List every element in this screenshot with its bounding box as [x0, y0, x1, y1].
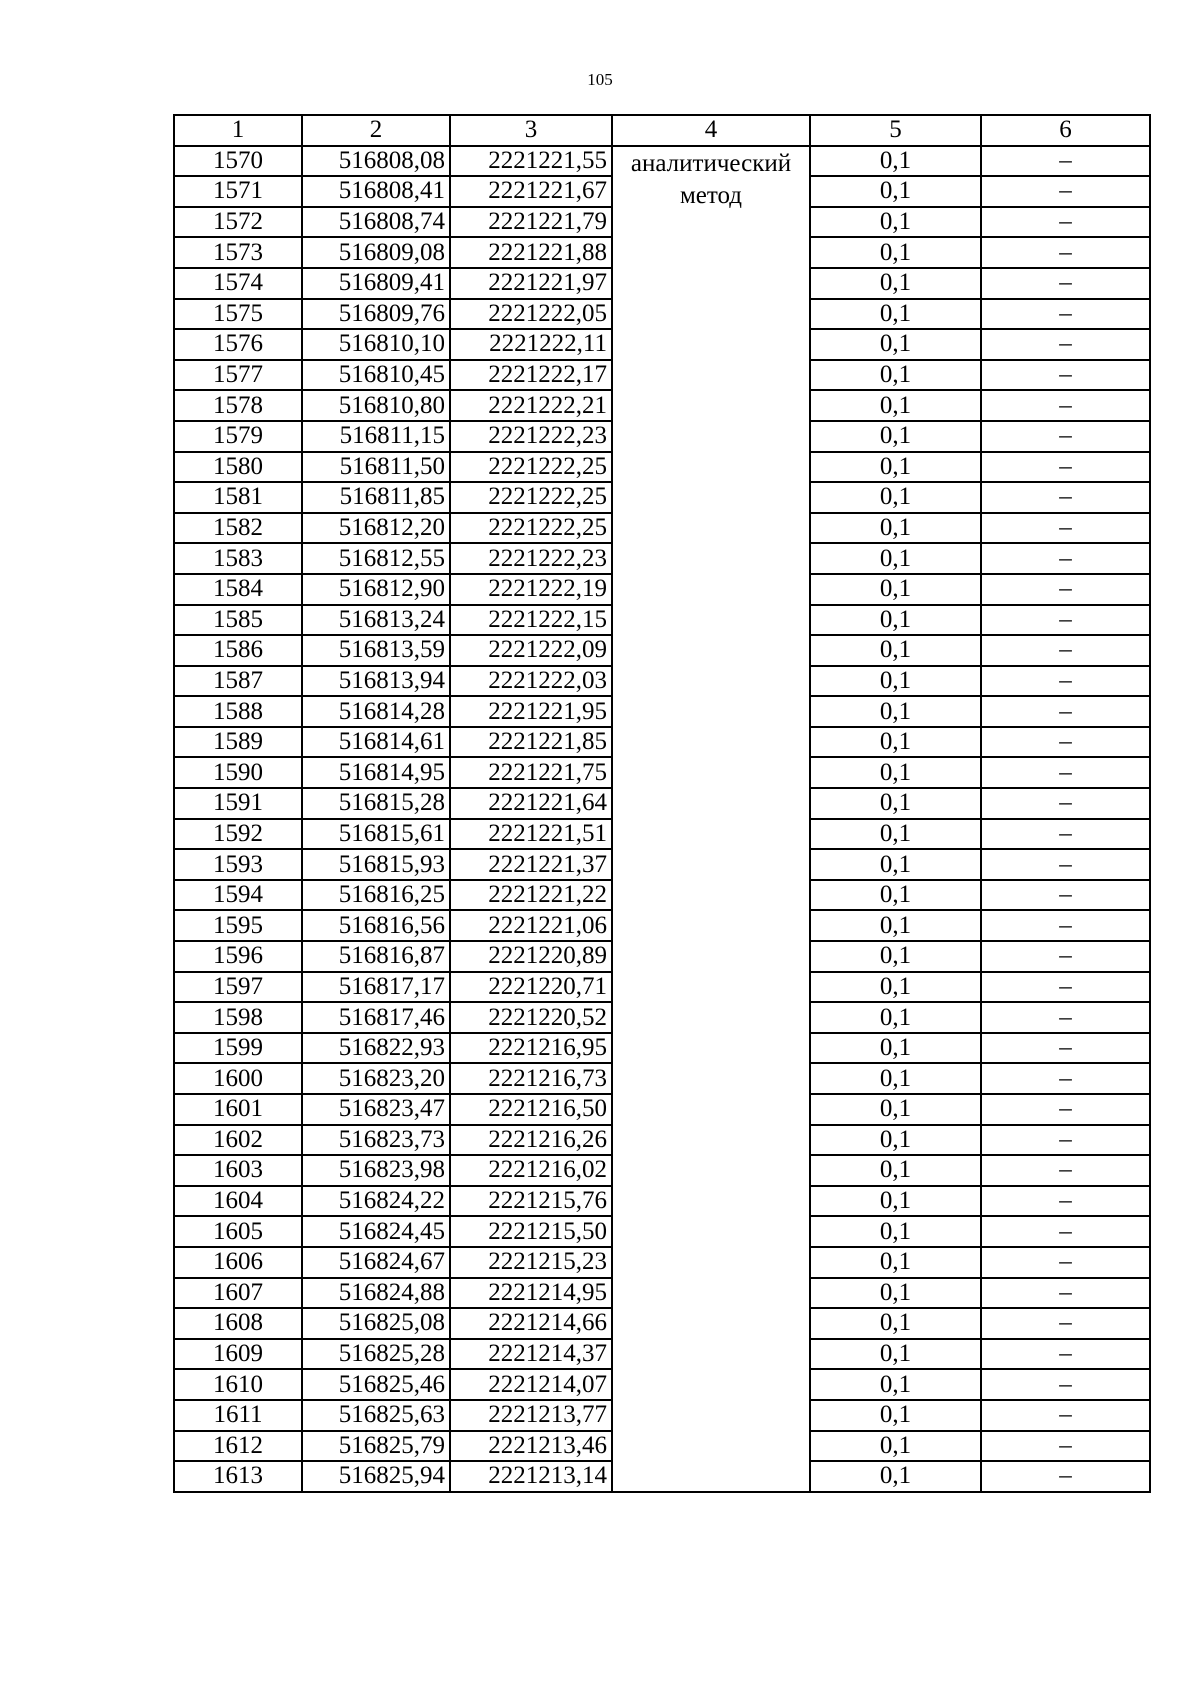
accuracy-cell: 0,1	[810, 910, 981, 941]
point-number-cell: 1586	[174, 635, 302, 666]
point-number-cell: 1595	[174, 910, 302, 941]
x-coordinate-cell: 516813,24	[302, 605, 450, 636]
note-cell: –	[981, 1308, 1150, 1339]
x-coordinate-cell: 516810,45	[302, 360, 450, 391]
accuracy-cell: 0,1	[810, 452, 981, 483]
accuracy-cell: 0,1	[810, 1400, 981, 1431]
note-cell: –	[981, 757, 1150, 788]
accuracy-cell: 0,1	[810, 390, 981, 421]
x-coordinate-cell: 516825,28	[302, 1339, 450, 1370]
point-number-cell: 1603	[174, 1155, 302, 1186]
point-number-cell: 1606	[174, 1247, 302, 1278]
accuracy-cell: 0,1	[810, 1369, 981, 1400]
x-coordinate-cell: 516817,46	[302, 1002, 450, 1033]
accuracy-cell: 0,1	[810, 482, 981, 513]
y-coordinate-cell: 2221222,05	[450, 299, 612, 330]
y-coordinate-cell: 2221222,15	[450, 605, 612, 636]
accuracy-cell: 0,1	[810, 543, 981, 574]
point-number-cell: 1597	[174, 972, 302, 1003]
y-coordinate-cell: 2221222,03	[450, 666, 612, 697]
accuracy-cell: 0,1	[810, 605, 981, 636]
point-number-cell: 1607	[174, 1278, 302, 1309]
x-coordinate-cell: 516808,41	[302, 176, 450, 207]
x-coordinate-cell: 516812,55	[302, 543, 450, 574]
note-cell: –	[981, 452, 1150, 483]
note-cell: –	[981, 727, 1150, 758]
note-cell: –	[981, 819, 1150, 850]
x-coordinate-cell: 516824,88	[302, 1278, 450, 1309]
accuracy-cell: 0,1	[810, 574, 981, 605]
point-number-cell: 1591	[174, 788, 302, 819]
accuracy-cell: 0,1	[810, 788, 981, 819]
point-number-cell: 1575	[174, 299, 302, 330]
note-cell: –	[981, 1094, 1150, 1125]
accuracy-cell: 0,1	[810, 941, 981, 972]
x-coordinate-cell: 516823,47	[302, 1094, 450, 1125]
x-coordinate-cell: 516810,80	[302, 390, 450, 421]
accuracy-cell: 0,1	[810, 1094, 981, 1125]
accuracy-cell: 0,1	[810, 237, 981, 268]
accuracy-cell: 0,1	[810, 1431, 981, 1462]
point-number-cell: 1610	[174, 1369, 302, 1400]
note-cell: –	[981, 1278, 1150, 1309]
accuracy-cell: 0,1	[810, 176, 981, 207]
accuracy-cell: 0,1	[810, 1125, 981, 1156]
x-coordinate-cell: 516817,17	[302, 972, 450, 1003]
y-coordinate-cell: 2221221,79	[450, 207, 612, 238]
point-number-cell: 1585	[174, 605, 302, 636]
y-coordinate-cell: 2221213,46	[450, 1431, 612, 1462]
accuracy-cell: 0,1	[810, 421, 981, 452]
y-coordinate-cell: 2221221,85	[450, 727, 612, 758]
point-number-cell: 1574	[174, 268, 302, 299]
accuracy-cell: 0,1	[810, 1002, 981, 1033]
point-number-cell: 1612	[174, 1431, 302, 1462]
header-cell-4: 4	[612, 115, 810, 146]
note-cell: –	[981, 1002, 1150, 1033]
y-coordinate-cell: 2221222,23	[450, 543, 612, 574]
x-coordinate-cell: 516824,22	[302, 1186, 450, 1217]
note-cell: –	[981, 421, 1150, 452]
x-coordinate-cell: 516825,08	[302, 1308, 450, 1339]
note-cell: –	[981, 1155, 1150, 1186]
accuracy-cell: 0,1	[810, 299, 981, 330]
note-cell: –	[981, 146, 1150, 177]
note-cell: –	[981, 1033, 1150, 1064]
x-coordinate-cell: 516822,93	[302, 1033, 450, 1064]
accuracy-cell: 0,1	[810, 1339, 981, 1370]
note-cell: –	[981, 880, 1150, 911]
accuracy-cell: 0,1	[810, 635, 981, 666]
header-row	[174, 115, 1150, 146]
point-number-cell: 1588	[174, 696, 302, 727]
point-number-cell: 1594	[174, 880, 302, 911]
y-coordinate-cell: 2221213,77	[450, 1400, 612, 1431]
x-coordinate-cell: 516814,28	[302, 696, 450, 727]
x-coordinate-cell: 516825,63	[302, 1400, 450, 1431]
y-coordinate-cell: 2221216,26	[450, 1125, 612, 1156]
x-coordinate-cell: 516825,94	[302, 1461, 450, 1492]
header-cell-2: 2	[302, 115, 450, 146]
accuracy-cell: 0,1	[810, 207, 981, 238]
note-cell: –	[981, 268, 1150, 299]
note-cell: –	[981, 972, 1150, 1003]
accuracy-cell: 0,1	[810, 819, 981, 850]
y-coordinate-cell: 2221222,25	[450, 482, 612, 513]
y-coordinate-cell: 2221221,67	[450, 176, 612, 207]
point-number-cell: 1589	[174, 727, 302, 758]
note-cell: –	[981, 360, 1150, 391]
point-number-cell: 1613	[174, 1461, 302, 1492]
accuracy-cell: 0,1	[810, 146, 981, 177]
header-cell-1: 1	[174, 115, 302, 146]
accuracy-cell: 0,1	[810, 1186, 981, 1217]
y-coordinate-cell: 2221221,64	[450, 788, 612, 819]
point-number-cell: 1582	[174, 513, 302, 544]
note-cell: –	[981, 941, 1150, 972]
y-coordinate-cell: 2221220,71	[450, 972, 612, 1003]
point-number-cell: 1576	[174, 329, 302, 360]
y-coordinate-cell: 2221215,50	[450, 1216, 612, 1247]
note-cell: –	[981, 237, 1150, 268]
point-number-cell: 1578	[174, 390, 302, 421]
accuracy-cell: 0,1	[810, 1063, 981, 1094]
note-cell: –	[981, 574, 1150, 605]
y-coordinate-cell: 2221215,76	[450, 1186, 612, 1217]
y-coordinate-cell: 2221214,37	[450, 1339, 612, 1370]
accuracy-cell: 0,1	[810, 360, 981, 391]
note-cell: –	[981, 666, 1150, 697]
note-cell: –	[981, 1400, 1150, 1431]
x-coordinate-cell: 516811,50	[302, 452, 450, 483]
point-number-cell: 1590	[174, 757, 302, 788]
y-coordinate-cell: 2221214,66	[450, 1308, 612, 1339]
note-cell: –	[981, 849, 1150, 880]
note-cell: –	[981, 390, 1150, 421]
point-number-cell: 1605	[174, 1216, 302, 1247]
x-coordinate-cell: 516815,93	[302, 849, 450, 880]
x-coordinate-cell: 516825,46	[302, 1369, 450, 1400]
x-coordinate-cell: 516811,85	[302, 482, 450, 513]
x-coordinate-cell: 516824,67	[302, 1247, 450, 1278]
x-coordinate-cell: 516808,08	[302, 146, 450, 177]
x-coordinate-cell: 516823,20	[302, 1063, 450, 1094]
x-coordinate-cell: 516811,15	[302, 421, 450, 452]
accuracy-cell: 0,1	[810, 1033, 981, 1064]
page-number: 105	[587, 70, 613, 89]
accuracy-cell: 0,1	[810, 513, 981, 544]
y-coordinate-cell: 2221222,25	[450, 452, 612, 483]
note-cell: –	[981, 176, 1150, 207]
y-coordinate-cell: 2221222,19	[450, 574, 612, 605]
point-number-cell: 1608	[174, 1308, 302, 1339]
note-cell: –	[981, 1431, 1150, 1462]
point-number-cell: 1581	[174, 482, 302, 513]
point-number-cell: 1609	[174, 1339, 302, 1370]
note-cell: –	[981, 696, 1150, 727]
coordinates-table	[173, 114, 1151, 1493]
accuracy-cell: 0,1	[810, 727, 981, 758]
note-cell: –	[981, 207, 1150, 238]
y-coordinate-cell: 2221214,07	[450, 1369, 612, 1400]
x-coordinate-cell: 516814,61	[302, 727, 450, 758]
point-number-cell: 1584	[174, 574, 302, 605]
note-cell: –	[981, 1063, 1150, 1094]
header-cell-6: 6	[981, 115, 1150, 146]
x-coordinate-cell: 516813,94	[302, 666, 450, 697]
point-number-cell: 1601	[174, 1094, 302, 1125]
accuracy-cell: 0,1	[810, 666, 981, 697]
note-cell: –	[981, 543, 1150, 574]
y-coordinate-cell: 2221221,37	[450, 849, 612, 880]
note-cell: –	[981, 513, 1150, 544]
y-coordinate-cell: 2221222,23	[450, 421, 612, 452]
accuracy-cell: 0,1	[810, 329, 981, 360]
x-coordinate-cell: 516808,74	[302, 207, 450, 238]
y-coordinate-cell: 2221220,52	[450, 1002, 612, 1033]
y-coordinate-cell: 2221221,75	[450, 757, 612, 788]
point-number-cell: 1592	[174, 819, 302, 850]
x-coordinate-cell: 516824,45	[302, 1216, 450, 1247]
note-cell: –	[981, 1247, 1150, 1278]
note-cell: –	[981, 635, 1150, 666]
table-row	[174, 146, 1150, 177]
x-coordinate-cell: 516816,87	[302, 941, 450, 972]
note-cell: –	[981, 329, 1150, 360]
point-number-cell: 1570	[174, 146, 302, 177]
point-number-cell: 1579	[174, 421, 302, 452]
accuracy-cell: 0,1	[810, 757, 981, 788]
x-coordinate-cell: 516812,20	[302, 513, 450, 544]
point-number-cell: 1577	[174, 360, 302, 391]
y-coordinate-cell: 2221216,95	[450, 1033, 612, 1064]
note-cell: –	[981, 1339, 1150, 1370]
point-number-cell: 1587	[174, 666, 302, 697]
point-number-cell: 1572	[174, 207, 302, 238]
accuracy-cell: 0,1	[810, 1308, 981, 1339]
y-coordinate-cell: 2221215,23	[450, 1247, 612, 1278]
point-number-cell: 1580	[174, 452, 302, 483]
point-number-cell: 1573	[174, 237, 302, 268]
note-cell: –	[981, 1369, 1150, 1400]
header-cell-5: 5	[810, 115, 981, 146]
y-coordinate-cell: 2221216,50	[450, 1094, 612, 1125]
point-number-cell: 1583	[174, 543, 302, 574]
x-coordinate-cell: 516809,76	[302, 299, 450, 330]
accuracy-cell: 0,1	[810, 1247, 981, 1278]
accuracy-cell: 0,1	[810, 1155, 981, 1186]
note-cell: –	[981, 482, 1150, 513]
accuracy-cell: 0,1	[810, 268, 981, 299]
note-cell: –	[981, 788, 1150, 819]
y-coordinate-cell: 2221222,09	[450, 635, 612, 666]
x-coordinate-cell: 516825,79	[302, 1431, 450, 1462]
table-body	[174, 115, 1150, 1492]
y-coordinate-cell: 2221221,88	[450, 237, 612, 268]
header-cell-3: 3	[450, 115, 612, 146]
y-coordinate-cell: 2221214,95	[450, 1278, 612, 1309]
x-coordinate-cell: 516814,95	[302, 757, 450, 788]
y-coordinate-cell: 2221221,97	[450, 268, 612, 299]
x-coordinate-cell: 516816,25	[302, 880, 450, 911]
y-coordinate-cell: 2221222,17	[450, 360, 612, 391]
y-coordinate-cell: 2221222,25	[450, 513, 612, 544]
x-coordinate-cell: 516815,28	[302, 788, 450, 819]
y-coordinate-cell: 2221213,14	[450, 1461, 612, 1492]
x-coordinate-cell: 516809,41	[302, 268, 450, 299]
x-coordinate-cell: 516809,08	[302, 237, 450, 268]
point-number-cell: 1604	[174, 1186, 302, 1217]
point-number-cell: 1593	[174, 849, 302, 880]
x-coordinate-cell: 516823,73	[302, 1125, 450, 1156]
point-number-cell: 1598	[174, 1002, 302, 1033]
method-line: аналитический	[630, 149, 792, 177]
y-coordinate-cell: 2221221,51	[450, 819, 612, 850]
y-coordinate-cell: 2221221,06	[450, 910, 612, 941]
accuracy-cell: 0,1	[810, 1216, 981, 1247]
x-coordinate-cell: 516812,90	[302, 574, 450, 605]
point-number-cell: 1611	[174, 1400, 302, 1431]
point-number-cell: 1600	[174, 1063, 302, 1094]
note-cell: –	[981, 1186, 1150, 1217]
x-coordinate-cell: 516815,61	[302, 819, 450, 850]
point-number-cell: 1596	[174, 941, 302, 972]
x-coordinate-cell: 516816,56	[302, 910, 450, 941]
y-coordinate-cell: 2221221,95	[450, 696, 612, 727]
note-cell: –	[981, 1216, 1150, 1247]
accuracy-cell: 0,1	[810, 696, 981, 727]
point-number-cell: 1602	[174, 1125, 302, 1156]
note-cell: –	[981, 605, 1150, 636]
y-coordinate-cell: 2221222,11	[450, 329, 612, 360]
accuracy-cell: 0,1	[810, 1278, 981, 1309]
y-coordinate-cell: 2221221,55	[450, 146, 612, 177]
y-coordinate-cell: 2221216,73	[450, 1063, 612, 1094]
point-number-cell: 1571	[174, 176, 302, 207]
x-coordinate-cell: 516813,59	[302, 635, 450, 666]
y-coordinate-cell: 2221220,89	[450, 941, 612, 972]
note-cell: –	[981, 299, 1150, 330]
note-cell: –	[981, 910, 1150, 941]
accuracy-cell: 0,1	[810, 880, 981, 911]
y-coordinate-cell: 2221222,21	[450, 390, 612, 421]
note-cell: –	[981, 1461, 1150, 1492]
accuracy-cell: 0,1	[810, 972, 981, 1003]
y-coordinate-cell: 2221216,02	[450, 1155, 612, 1186]
x-coordinate-cell: 516823,98	[302, 1155, 450, 1186]
point-number-cell: 1599	[174, 1033, 302, 1064]
note-cell: –	[981, 1125, 1150, 1156]
method-line: метод	[679, 181, 742, 209]
method-cell	[612, 146, 810, 1492]
y-coordinate-cell: 2221221,22	[450, 880, 612, 911]
x-coordinate-cell: 516810,10	[302, 329, 450, 360]
accuracy-cell: 0,1	[810, 849, 981, 880]
accuracy-cell: 0,1	[810, 1461, 981, 1492]
